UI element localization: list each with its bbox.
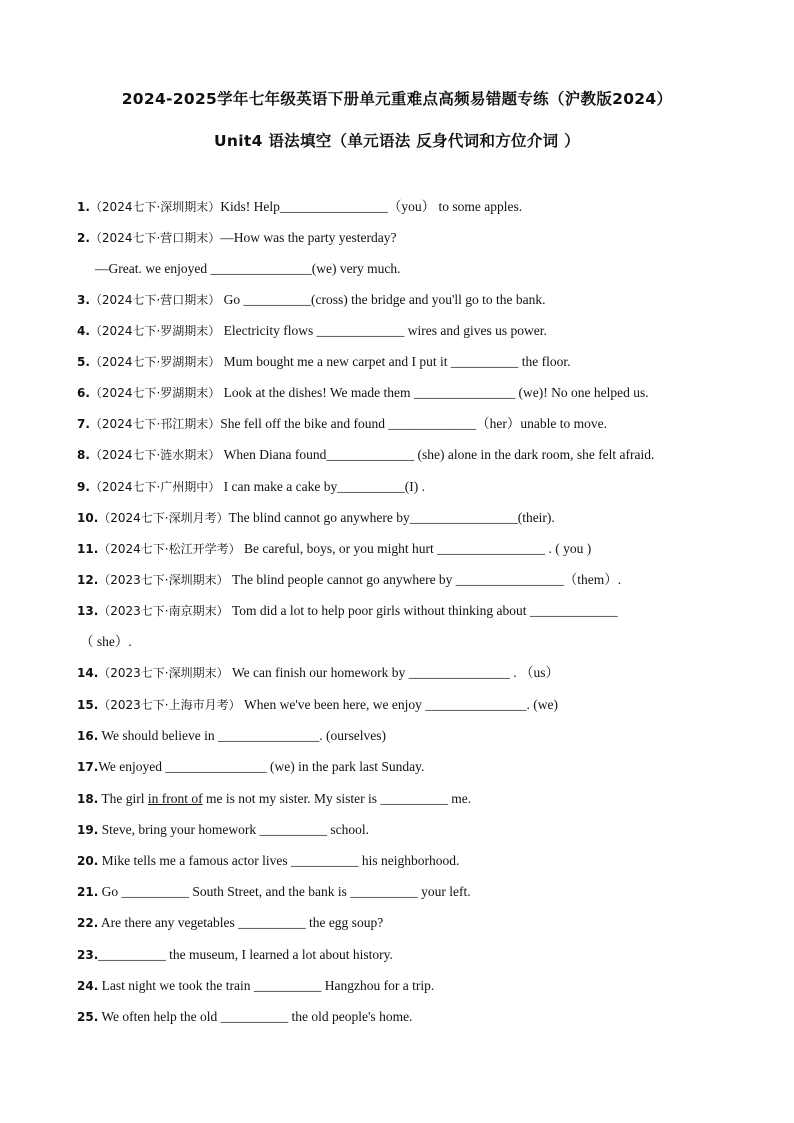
question-3 — [77, 291, 546, 309]
question-text: Electricity flows _____________ wires and gives us power. — [220, 323, 547, 338]
question-text: She fell off the bike and found _____________（her）unable to move. — [220, 416, 607, 431]
question-number: 21. — [77, 885, 99, 899]
question-text: __________ the museum, I learned a lot about history. — [98, 947, 393, 962]
question-text: Look at the dishes! We made them _______________ (we)! No one helped us. — [220, 385, 649, 400]
document-subtitle: Unit4 语法填空（单元语法 反身代词和方位介词 ） — [214, 132, 580, 150]
question-number: 6. — [77, 386, 90, 400]
question-text: Steve, bring your homework __________ school. — [98, 822, 369, 837]
question-4 — [77, 322, 547, 340]
question-number: 23. — [77, 948, 99, 962]
question-source: （2024七下·罗湖期末） — [89, 324, 221, 338]
underlined-phrase: in front of — [147, 791, 203, 806]
question-text: We enjoyed _______________ (we) in the park last Sunday. — [98, 759, 425, 774]
question-22 — [77, 914, 383, 932]
question-number: 12. — [77, 573, 99, 587]
question-number: 14. — [77, 666, 99, 680]
question-number: 22. — [77, 916, 99, 930]
question-number: 1. — [77, 200, 90, 214]
question-text: Mum bought me a new carpet and I put it __________ the floor. — [220, 354, 571, 369]
question-number: 2. — [77, 231, 90, 245]
question-15 — [77, 696, 558, 714]
question-number: 13. — [77, 604, 99, 618]
question-18 — [77, 790, 471, 808]
question-2 — [77, 229, 396, 247]
question-19 — [77, 821, 369, 839]
question-25 — [77, 1008, 412, 1026]
question-10 — [77, 509, 555, 527]
question-source: （2024七下·涟水期末） — [89, 448, 221, 462]
document-title: 2024-2025学年七年级英语下册单元重难点高频易错题专练（沪教版2024） — [121, 90, 673, 108]
question-text: —How was the party yesterday? — [220, 230, 397, 245]
question-text: me is not my sister. My sister is __________ me. — [202, 791, 472, 806]
question-5 — [77, 353, 570, 371]
question-number: 8. — [77, 448, 90, 462]
question-source: （2023七下·上海市月考） — [98, 698, 241, 712]
question-text: —Great. we enjoyed _______________(we) very much. — [95, 261, 401, 276]
question-number: 15. — [77, 698, 99, 712]
question-text: Go __________(cross) the bridge and you'll go to the bank. — [220, 292, 546, 307]
question-24 — [77, 977, 434, 995]
question-12 — [77, 571, 621, 589]
question-number: 20. — [77, 854, 99, 868]
question-13-continued — [80, 633, 132, 651]
question-21 — [77, 883, 471, 901]
question-source: （2024七下·松江开学考） — [98, 542, 241, 556]
question-text: We often help the old __________ the old people's home. — [98, 1009, 413, 1024]
question-8 — [77, 446, 654, 464]
question-2-continued — [95, 260, 401, 278]
question-16 — [77, 727, 386, 745]
question-number: 3. — [77, 293, 90, 307]
question-text: We should believe in _______________. (ourselves) — [98, 728, 387, 743]
question-number: 17. — [77, 760, 99, 774]
question-number: 16. — [77, 729, 99, 743]
question-text: I can make a cake by__________(I) . — [220, 479, 425, 494]
question-text: When we've been here, we enjoy _______________. (we) — [240, 697, 558, 712]
question-text: Last night we took the train __________ Hangzhou for a trip. — [98, 978, 435, 993]
question-17 — [77, 758, 424, 776]
question-source: （2024七下·罗湖期末） — [89, 386, 221, 400]
question-number: 19. — [77, 823, 99, 837]
question-source: （2024七下·营口期末） — [89, 231, 221, 245]
question-source: （2024七下·深圳期末） — [89, 200, 221, 214]
question-text: Tom did a lot to help poor girls without thinking about _____________ — [228, 603, 618, 618]
question-text: The blind cannot go anywhere by________________(their). — [228, 510, 555, 525]
question-text: The blind people cannot go anywhere by ________________（them）. — [228, 572, 622, 587]
question-text: We can finish our homework by _______________ . （us） — [228, 665, 559, 680]
question-number: 10. — [77, 511, 99, 525]
question-text-start: The girl — [98, 791, 148, 806]
question-text: Go __________ South Street, and the bank is __________ your left. — [98, 884, 471, 899]
question-13 — [77, 602, 618, 620]
question-source: （2023七下·深圳期末） — [98, 666, 229, 680]
question-text: Kids! Help________________（you） to some apples. — [220, 199, 523, 214]
question-text: Mike tells me a famous actor lives __________ his neighborhood. — [98, 853, 460, 868]
question-number: 25. — [77, 1010, 99, 1024]
question-number: 11. — [77, 542, 99, 556]
question-20 — [77, 852, 459, 870]
question-source: （2024七下·罗湖期末） — [89, 355, 221, 369]
question-number: 7. — [77, 417, 90, 431]
question-9 — [77, 478, 425, 496]
question-source: （2023七下·南京期末） — [98, 604, 229, 618]
question-source: （2024七下·邗江期末） — [89, 417, 221, 431]
question-7 — [77, 415, 607, 433]
question-text: Are there any vegetables __________ the egg soup? — [98, 915, 384, 930]
question-source: （2023七下·深圳期末） — [98, 573, 229, 587]
question-11 — [77, 540, 591, 558]
question-23 — [77, 946, 393, 964]
question-number: 18. — [77, 792, 99, 806]
question-source: （2024七下·深圳月考） — [98, 511, 229, 525]
question-number: 24. — [77, 979, 99, 993]
question-number: 9. — [77, 480, 90, 494]
question-text: When Diana found_____________ (she) alone in the dark room, she felt afraid. — [220, 447, 655, 462]
question-6 — [77, 384, 649, 402]
question-14 — [77, 664, 559, 682]
question-1 — [77, 198, 522, 216]
question-text: （ she）. — [80, 634, 132, 649]
question-source: （2024七下·广州期中） — [89, 480, 221, 494]
question-text: Be careful, boys, or you might hurt ________________ . ( you ) — [240, 541, 592, 556]
question-number: 4. — [77, 324, 90, 338]
question-source: （2024七下·营口期末） — [89, 293, 221, 307]
question-number: 5. — [77, 355, 90, 369]
